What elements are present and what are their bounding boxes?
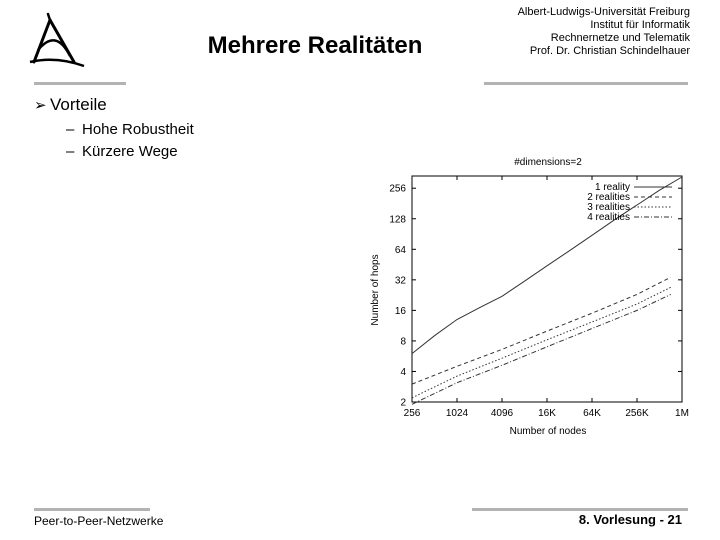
y-tick-label: 32 <box>394 275 406 287</box>
series-line <box>412 277 671 384</box>
x-tick-label: 64K <box>583 408 601 419</box>
dash-bullet-icon: – <box>66 121 75 138</box>
institution-line: Institut für Informatik <box>590 19 690 31</box>
footer-page-number: 8. Vorlesung - 21 <box>578 512 682 527</box>
legend-label: 3 realities <box>587 202 630 213</box>
legend-label: 2 realities <box>587 192 630 203</box>
institution-line: Prof. Dr. Christian Schindelhauer <box>529 45 690 57</box>
sub-bullet-text: Kürzere Wege <box>82 143 178 160</box>
footer-divider <box>472 508 688 511</box>
series-line <box>412 177 682 354</box>
sub-bullet-text: Hohe Robustheit <box>82 121 194 138</box>
y-tick-label: 8 <box>400 336 406 348</box>
header-divider <box>484 82 688 85</box>
y-tick-label: 128 <box>389 214 406 226</box>
legend-label: 1 reality <box>594 182 630 193</box>
y-tick-label: 16 <box>394 305 406 317</box>
university-logo <box>26 10 88 68</box>
bullet-item <box>34 95 107 115</box>
x-tick-label: 1M <box>675 408 689 419</box>
legend-label: 4 realities <box>587 212 630 223</box>
sub-bullet-item <box>66 143 178 160</box>
arrow-bullet-icon: ➢ <box>34 97 47 114</box>
chart-title: #dimensions=2 <box>514 157 582 168</box>
header-divider <box>34 82 126 85</box>
y-tick-label: 4 <box>400 366 406 378</box>
series-line <box>412 294 671 404</box>
y-tick-label: 64 <box>394 244 406 256</box>
footer-course-title: Peer-to-Peer-Netzwerke <box>34 514 164 528</box>
institution-line: Albert-Ludwigs-Universität Freiburg <box>517 6 690 18</box>
y-axis-label: Number of hops <box>370 254 381 326</box>
x-tick-label: 256K <box>625 408 649 419</box>
x-axis-label: Number of nodes <box>509 426 587 437</box>
bullet-text: Vorteile <box>50 95 107 114</box>
x-tick-label: 4096 <box>490 408 514 419</box>
slide-title: Mehrere Realitäten <box>207 32 423 59</box>
institution-block <box>490 6 690 58</box>
footer-divider <box>34 508 150 511</box>
institution-line: Rechnernetze und Telematik <box>550 32 690 44</box>
y-tick-label: 256 <box>389 183 406 195</box>
y-tick-label: 2 <box>400 397 406 409</box>
hops-chart <box>360 150 700 440</box>
x-tick-label: 256 <box>403 408 421 419</box>
x-tick-label: 1024 <box>445 408 469 419</box>
x-tick-label: 16K <box>538 408 556 419</box>
dash-bullet-icon: – <box>66 143 75 160</box>
sub-bullet-item <box>66 121 194 138</box>
series-line <box>412 287 671 398</box>
